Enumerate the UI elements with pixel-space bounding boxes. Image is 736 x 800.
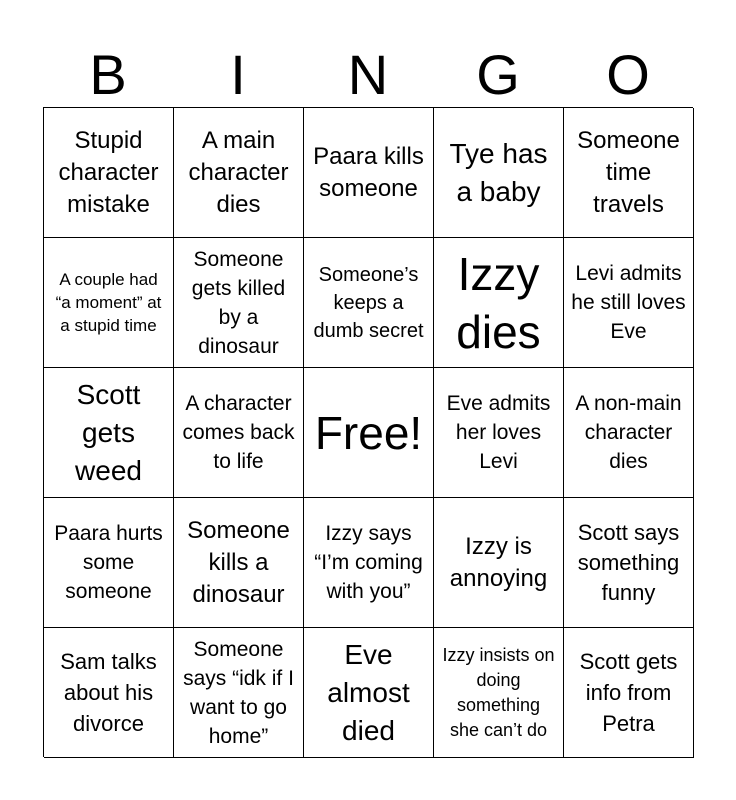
cell-text: Scott gets weed [75, 378, 142, 486]
bingo-cell[interactable] [564, 368, 694, 498]
cell-text: Someone gets killed by a dinosaur [191, 247, 286, 358]
bingo-cell[interactable] [304, 108, 434, 238]
free-space[interactable] [304, 368, 434, 498]
bingo-cell[interactable] [434, 108, 564, 238]
cell-text: A character comes back to life [182, 392, 295, 473]
cell-text: Stupid character mistake [58, 126, 159, 218]
bingo-cell[interactable] [174, 368, 304, 498]
header-letter-b: B [89, 43, 127, 106]
cell-text: A non-main character dies [575, 392, 682, 473]
bingo-cell[interactable] [434, 368, 564, 498]
bingo-cell[interactable] [44, 368, 174, 498]
cell-text: Someone time travels [577, 126, 680, 218]
cell-text: Someone says “idk if I want to go home” [183, 637, 294, 748]
bingo-cell[interactable] [434, 628, 564, 758]
header-letter-i: I [230, 43, 246, 106]
bingo-header [43, 44, 693, 106]
cell-text: Izzy says “I’m coming with you” [314, 522, 423, 603]
bingo-cell[interactable] [174, 108, 304, 238]
cell-text: Sam talks about his divorce [60, 649, 157, 736]
bingo-cell[interactable] [174, 628, 304, 758]
cell-text: Free! [314, 406, 423, 459]
cell-text: Izzy is annoying [449, 532, 548, 592]
bingo-cell[interactable] [434, 238, 564, 368]
bingo-cell[interactable] [304, 498, 434, 628]
header-letter-o: O [606, 43, 650, 106]
bingo-cell[interactable] [434, 498, 564, 628]
bingo-cell[interactable] [174, 238, 304, 368]
cell-text: Tye has a baby [449, 137, 548, 207]
cell-text: Eve admits her loves Levi [446, 392, 551, 473]
bingo-cell[interactable] [174, 498, 304, 628]
cell-text: Izzy dies [456, 247, 541, 358]
cell-text: Paara hurts some someone [54, 522, 163, 603]
cell-text: Scott gets info from Petra [579, 649, 678, 736]
cell-text: Paara kills someone [313, 142, 424, 202]
cell-text: Izzy insists on doing something she can’t do [442, 644, 555, 740]
cell-text: A main character dies [188, 126, 289, 218]
bingo-cell[interactable] [564, 238, 694, 368]
cell-text: Eve almost died [327, 638, 410, 746]
bingo-cell[interactable] [564, 628, 694, 758]
bingo-cell[interactable] [44, 108, 174, 238]
bingo-board [43, 107, 693, 757]
bingo-cell[interactable] [44, 628, 174, 758]
cell-text: Levi admits he still loves Eve [571, 262, 686, 343]
bingo-cell[interactable] [564, 108, 694, 238]
header-letter-g: G [476, 43, 520, 106]
bingo-cell[interactable] [44, 498, 174, 628]
cell-text: Someone’s keeps a dumb secret [313, 263, 424, 342]
bingo-cell[interactable] [564, 498, 694, 628]
header-letter-n: N [347, 43, 389, 106]
cell-text: Someone kills a dinosaur [187, 516, 290, 608]
cell-text: A couple had “a moment” at a stupid time [55, 270, 162, 335]
bingo-cell[interactable] [44, 238, 174, 368]
bingo-cell[interactable] [304, 628, 434, 758]
bingo-cell[interactable] [304, 238, 434, 368]
cell-text: Scott says something funny [577, 519, 680, 605]
